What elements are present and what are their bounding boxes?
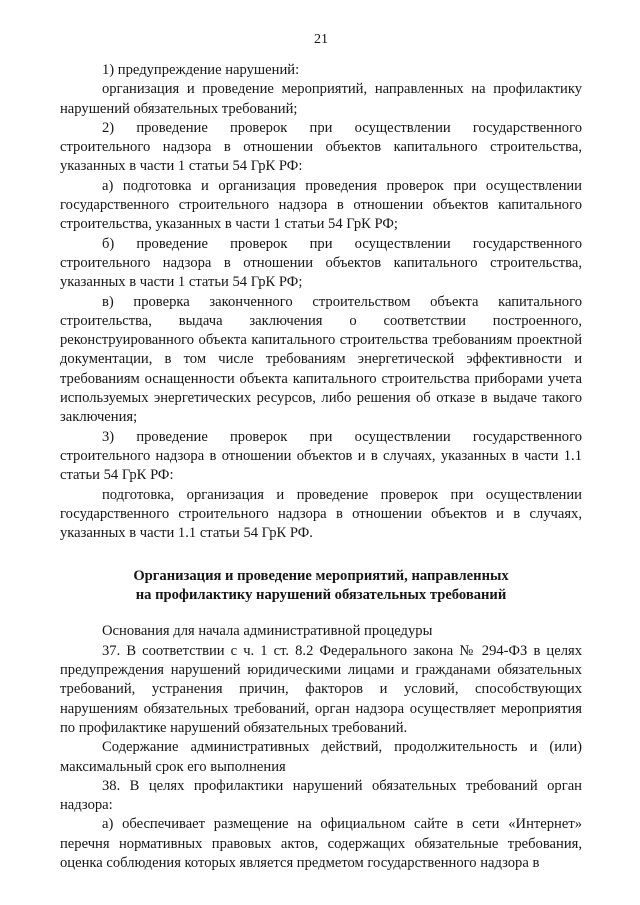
section-heading-line-1: Организация и проведение мероприятий, направленных xyxy=(133,568,509,585)
paragraph-prevention: 1) предупреждение нарушений: xyxy=(102,62,300,78)
paragraph-prevention-measures: организация и проведение мероприятий, направленных на профилактику нарушений обязательных требований; xyxy=(60,81,582,117)
paragraph-38-a: а) обеспечивает размещение на официальном сайте в сети «Интернет» перечня нормативных правовых актов, содержащих обязательные требования, оценка соблюдения которых является предметом государственного надзора в xyxy=(60,816,582,871)
page-number: 21 xyxy=(314,32,328,47)
paragraph-item-a: а) подготовка и организация проведения проверок при осуществлении государственного строительного надзора в отношении объектов капитального строительства, указанных в части 1 статьи 54 ГрК РФ; xyxy=(60,177,582,233)
paragraph-inspections-part1-1: 3) проведение проверок при осуществлении государственного строительного надзора в отношении объектов и в случаях, указанных в части 1.1 статьи 54 ГрК РФ: xyxy=(60,428,582,484)
paragraph-37: 37. В соответствии с ч. 1 ст. 8.2 Федерального закона № 294-ФЗ в целях предупреждения нарушений юридическими лицами и гражданами обязательных требований, устранения причин, факторов и условий, способствующих нарушениям обязательных требований, орган надзора осуществляет мероприятия по профилактике нарушений обязательных требований. xyxy=(60,642,582,736)
paragraph-38: 38. В целях профилактики нарушений обязательных требований орган надзора: xyxy=(60,777,582,814)
paragraph-inspections-part1: 2) проведение проверок при осуществлении государственного строительного надзора в отношении объектов капитального строительства, указанных в части 1 статьи 54 ГрК РФ: xyxy=(60,119,582,175)
section-heading-line-2: на профилактику нарушений обязательных требований xyxy=(135,587,507,604)
paragraph-item-b: б) проведение проверок при осуществлении государственного строительного надзора в отношении объектов капитального строительства, указанных в части 1 статьи 54 ГрК РФ; xyxy=(60,235,582,291)
document-body xyxy=(60,61,582,873)
section-heading xyxy=(60,567,582,605)
paragraph-item-v: в) проверка законченного строительством объекта капитального строительства, выдача заключения о соответствии построенного, реконструированного объекта капитального строительства требованиям проектной документации, в том числе требованиям энергетической эффективности и требованиям оснащенности объекта капитального строительства приборами учета используемых энергетических ресурсов, либо решения об отказе в выдаче такого заключения; xyxy=(60,293,582,426)
paragraph-grounds: Основания для начала административной процедуры xyxy=(102,623,433,640)
paragraph-preparation: подготовка, организация и проведение проверок при осуществлении государственного строительного надзора в отношении объектов и в случаях, указанных в части 1.1 статьи 54 ГрК РФ. xyxy=(60,486,582,542)
paragraph-content-actions: Содержание административных действий, продолжительность и (или) максимальный срок его выполнения xyxy=(60,739,582,775)
